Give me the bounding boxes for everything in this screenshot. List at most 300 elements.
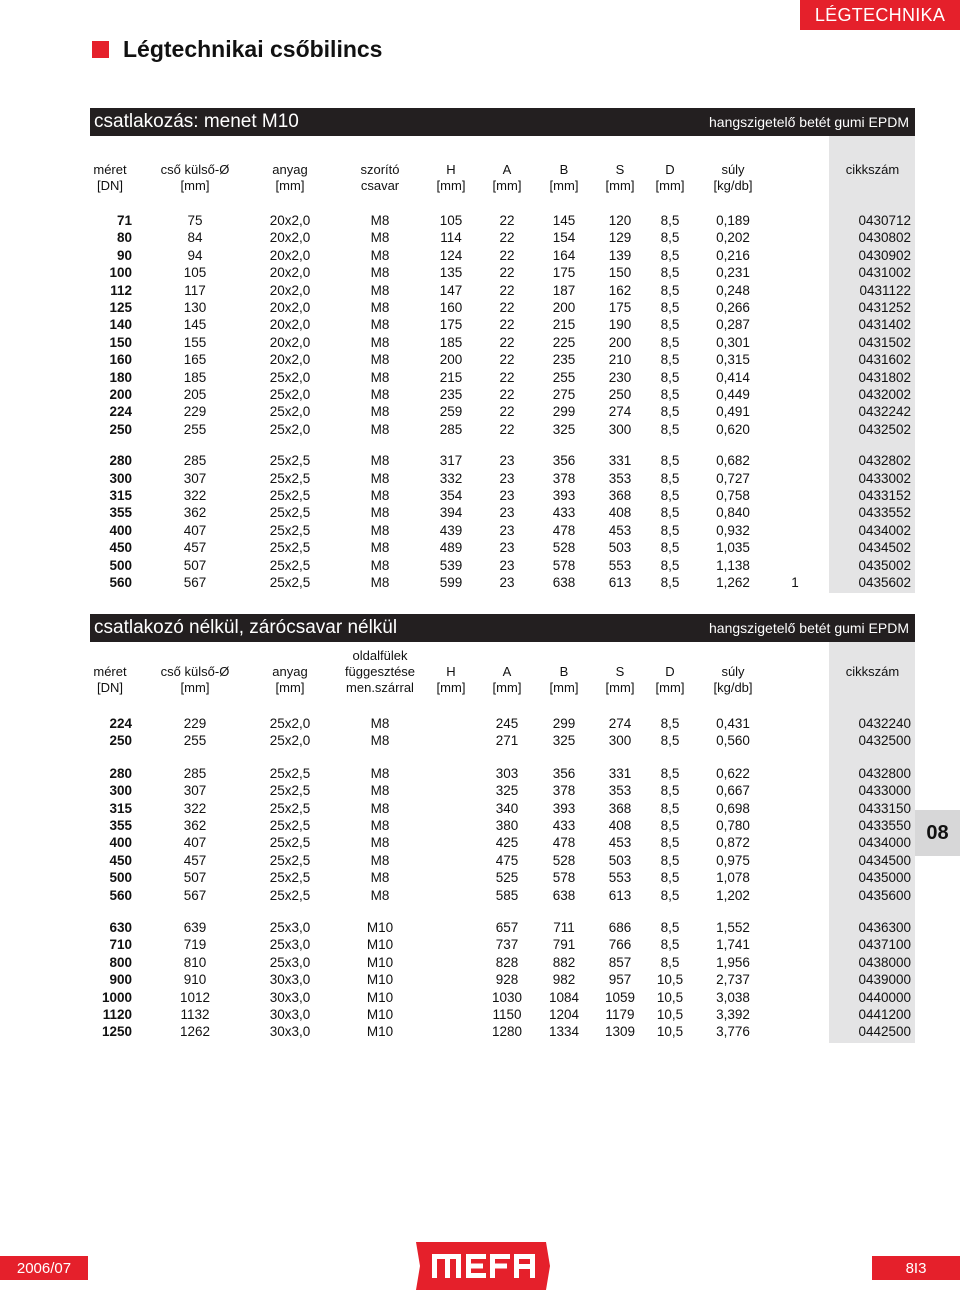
table-cell: 322: [183, 800, 207, 816]
table-row: [90, 282, 915, 300]
table-cell: 0,216: [716, 247, 750, 263]
table-cell: 0,758: [716, 488, 750, 503]
table-cell: 0,248: [716, 282, 750, 298]
table-cell: 300: [608, 421, 632, 437]
table-cell: 8,5: [660, 470, 680, 486]
table-cell: 25x2,5: [269, 540, 311, 556]
table-cell: 828: [495, 954, 519, 970]
table-cell: 353: [608, 470, 632, 486]
table-cell: 185: [183, 369, 207, 385]
table-cell: 259: [439, 404, 463, 420]
table-cell: 1084: [548, 989, 580, 1005]
table-cell: 630: [109, 920, 132, 935]
section1-header-col-7: [592, 162, 648, 194]
table-cell: 8,5: [660, 954, 680, 970]
table-cell: 489: [439, 540, 463, 556]
table-cell: 0,872: [716, 835, 750, 851]
table-cell: 354: [439, 488, 463, 503]
section1-header-col-0: [84, 162, 136, 194]
table-cell: 8,5: [660, 265, 680, 281]
page-title: Légtechnikai csőbilincs: [123, 36, 383, 62]
table-cell: 105: [439, 213, 463, 228]
section1-band: [90, 108, 915, 136]
section1-header-text: [mm]: [275, 178, 305, 193]
table-row: [90, 919, 915, 937]
table-cell: 362: [183, 505, 207, 521]
table-cell: 145: [552, 213, 576, 228]
section2-header-text: [mm]: [655, 680, 685, 695]
table-cell: 285: [183, 765, 207, 781]
table-cell: 8,5: [660, 937, 680, 953]
table-cell: 355: [109, 505, 132, 521]
table-cell: 30x3,0: [269, 972, 311, 988]
table-cell: 0437100: [858, 937, 911, 953]
table-cell: 150: [109, 334, 132, 350]
table-row: [90, 470, 915, 488]
table-cell: M8: [370, 387, 390, 402]
section2-table-header: [90, 648, 915, 700]
section1-header-col-8: [648, 162, 692, 194]
table-cell: 300: [109, 470, 132, 486]
table-cell: 22: [499, 265, 515, 281]
section1-header-text: H: [446, 162, 456, 177]
table-cell: M8: [370, 505, 390, 521]
table-cell: 0,414: [716, 369, 750, 385]
section2-band: [90, 614, 915, 642]
table-cell: 23: [499, 522, 515, 538]
table-row: [90, 954, 915, 972]
table-row: [90, 557, 915, 575]
section2-header-text: D: [665, 664, 675, 679]
table-cell: 315: [109, 488, 132, 503]
table-cell: 8,5: [660, 852, 680, 868]
table-cell: 353: [608, 783, 632, 799]
table-cell: 539: [439, 557, 463, 573]
table-row: [90, 869, 915, 887]
table-cell: 205: [183, 387, 207, 402]
section2-header-col-1: [152, 664, 238, 696]
table-cell: 910: [183, 972, 207, 988]
table-cell: 553: [608, 870, 632, 886]
table-cell: 185: [439, 334, 463, 350]
table-cell: 25x2,5: [269, 505, 311, 521]
table-cell: 8,5: [660, 835, 680, 851]
section1-header-text: [780, 162, 810, 178]
table-cell: 0433000: [858, 783, 911, 799]
table-cell: 0431802: [858, 369, 911, 385]
table-cell: 22: [499, 230, 515, 246]
table-cell: 25x2,5: [269, 765, 311, 781]
title-bullet-icon: [92, 41, 109, 58]
table-cell: 22: [499, 352, 515, 368]
table-cell: 325: [552, 421, 576, 437]
table-cell: 80: [116, 230, 132, 246]
table-cell: 10,5: [656, 972, 684, 988]
footer-page-number: 8I3: [872, 1256, 960, 1280]
section1-subtitle: hangszigetelő betét gumi EPDM: [709, 114, 909, 130]
table-cell: 500: [109, 870, 132, 886]
table-cell: 0,189: [716, 213, 750, 228]
table-cell: 560: [109, 887, 132, 903]
table-cell: 433: [552, 818, 576, 833]
table-cell: 1012: [179, 989, 211, 1005]
table-cell: 20x2,0: [269, 352, 311, 368]
table-cell: 200: [109, 387, 132, 402]
section2-header-text: [mm]: [605, 680, 635, 695]
table-cell: 439: [439, 522, 463, 538]
section2-header-col-3: [338, 648, 422, 696]
table-cell: M8: [370, 213, 390, 228]
table-cell: 0,622: [716, 765, 750, 781]
table-cell: 500: [109, 557, 132, 573]
table-cell: 30x3,0: [269, 1024, 311, 1040]
table-cell: 90: [116, 247, 132, 263]
table-cell: 8,5: [660, 575, 680, 590]
table-cell: 0431502: [858, 334, 911, 350]
table-cell: 255: [552, 369, 576, 385]
table-cell: 8,5: [660, 818, 680, 833]
table-cell: 20x2,0: [269, 265, 311, 281]
section1-header-col-3: [338, 162, 422, 194]
table-cell: M8: [370, 488, 390, 503]
table-cell: 84: [187, 230, 203, 246]
table-cell: 20x2,0: [269, 300, 311, 315]
table-cell: 0432802: [858, 453, 911, 469]
footer-date: 2006/07: [0, 1256, 88, 1280]
table-cell: 0432502: [858, 421, 911, 437]
table-cell: 453: [608, 835, 632, 851]
section2-header-col-4: [424, 664, 478, 696]
table-cell: 250: [109, 733, 132, 749]
section2-header-text: függesztése: [344, 664, 416, 679]
page-title-row: [92, 36, 382, 63]
section1-header-col-10: [780, 162, 810, 194]
table-cell: M8: [370, 247, 390, 263]
table-cell: 23: [499, 575, 515, 590]
table-cell: 475: [495, 852, 519, 868]
table-cell: 8,5: [660, 352, 680, 368]
section1-header-text: [mm]: [492, 178, 522, 193]
table-row: [90, 1023, 915, 1041]
table-row: [90, 887, 915, 905]
section1-header-text: [mm]: [605, 178, 635, 193]
table-cell: 380: [495, 818, 519, 833]
table-cell: 300: [109, 783, 132, 799]
table-cell: 567: [183, 575, 207, 590]
table-cell: 147: [439, 282, 463, 298]
table-cell: 0433152: [858, 488, 911, 503]
table-cell: M8: [370, 818, 390, 833]
table-cell: 0434500: [858, 852, 911, 868]
table-cell: 900: [109, 972, 132, 988]
section2-header-text: [mm]: [549, 680, 579, 695]
table-cell: 1030: [491, 989, 523, 1005]
table-cell: 255: [183, 733, 207, 749]
table-cell: 599: [439, 575, 463, 590]
table-cell: 22: [499, 421, 515, 437]
table-cell: 20x2,0: [269, 282, 311, 298]
table-cell: 130: [183, 300, 207, 315]
table-cell: 20x2,0: [269, 230, 311, 246]
table-cell: M10: [366, 972, 394, 988]
table-cell: M8: [370, 575, 390, 590]
table-cell: 299: [552, 716, 576, 731]
table-cell: 1,202: [716, 887, 750, 903]
table-cell: 25x2,5: [269, 887, 311, 903]
table-cell: 0,780: [716, 818, 750, 833]
section2-subtitle: hangszigetelő betét gumi EPDM: [709, 620, 909, 636]
table-cell: 478: [552, 835, 576, 851]
table-cell: 23: [499, 505, 515, 521]
table-cell: 340: [495, 800, 519, 816]
table-cell: 503: [608, 852, 632, 868]
table-cell: 8,5: [660, 716, 680, 731]
table-cell: 560: [109, 575, 132, 590]
table-cell: 1204: [548, 1007, 580, 1022]
table-cell: 25x2,0: [269, 387, 311, 402]
table-cell: 280: [109, 453, 132, 469]
chapter-tab: 08: [915, 810, 960, 856]
section2-header-text: [780, 664, 810, 680]
table-cell: 1,138: [716, 557, 750, 573]
table-cell: 180: [109, 369, 132, 385]
table-cell: 25x2,5: [269, 870, 311, 886]
table-cell: 1250: [101, 1024, 132, 1040]
table-cell: 307: [183, 470, 207, 486]
table-cell: 567: [183, 887, 207, 903]
table-cell: 25x2,0: [269, 733, 311, 749]
table-cell: 0438000: [858, 954, 911, 970]
table-cell: 0,301: [716, 334, 750, 350]
table-cell: 578: [552, 870, 576, 886]
table-cell: 120: [608, 213, 632, 228]
table-cell: 0,975: [716, 852, 750, 868]
table-cell: 433: [552, 505, 576, 521]
table-cell: 0431602: [858, 352, 911, 368]
table-cell: 0440000: [858, 989, 911, 1005]
table-cell: 22: [499, 387, 515, 402]
section2-header-col-7: [592, 664, 648, 696]
table-cell: 25x2,5: [269, 557, 311, 573]
table-cell: 0431002: [858, 265, 911, 281]
section2-header-text: súly: [721, 664, 745, 679]
table-cell: 150: [608, 265, 632, 281]
table-cell: 882: [552, 954, 576, 970]
table-cell: 25x2,5: [269, 818, 311, 833]
table-cell: 1150: [492, 1007, 522, 1022]
table-cell: 75: [187, 213, 203, 228]
table-cell: 8,5: [660, 282, 680, 298]
table-row: [90, 299, 915, 317]
table-cell: 117: [184, 282, 206, 298]
table-cell: 8,5: [660, 765, 680, 781]
table-cell: 368: [608, 488, 632, 503]
table-cell: M10: [366, 1024, 394, 1040]
table-cell: 274: [608, 716, 632, 731]
table-cell: 0433150: [858, 800, 911, 816]
table-row: [90, 817, 915, 835]
section1-header-text: [830, 178, 915, 194]
table-cell: 105: [183, 265, 207, 281]
table-cell: 322: [183, 488, 207, 503]
table-cell: 0435002: [858, 557, 911, 573]
table-cell: 8,5: [660, 300, 680, 315]
table-cell: 154: [552, 230, 576, 246]
table-cell: 25x2,0: [269, 369, 311, 385]
table-cell: M8: [370, 765, 390, 781]
table-cell: 8,5: [660, 540, 680, 556]
table-cell: 686: [608, 920, 632, 935]
table-cell: 8,5: [660, 453, 680, 469]
table-cell: 1132: [180, 1007, 210, 1022]
table-row: [90, 421, 915, 439]
table-cell: 639: [183, 920, 207, 935]
table-cell: 175: [552, 265, 576, 281]
section1-title: csatlakozás: menet M10: [94, 111, 299, 132]
table-cell: 0433002: [858, 470, 911, 486]
section2-header-text: [DN]: [97, 680, 123, 695]
table-cell: 25x3,0: [269, 920, 311, 935]
table-cell: 114: [440, 230, 462, 246]
table-cell: M10: [366, 989, 394, 1005]
table-cell: 3,776: [716, 1024, 750, 1040]
table-cell: 355: [109, 818, 132, 833]
table-cell: 8,5: [660, 387, 680, 402]
table-row: [90, 539, 915, 557]
table-cell: 22: [499, 404, 515, 420]
table-cell: 25x2,5: [269, 470, 311, 486]
section2-header-col-0: [84, 664, 136, 696]
table-cell: 1059: [604, 989, 636, 1005]
table-cell: 0432240: [858, 716, 911, 731]
table-cell: 164: [552, 247, 576, 263]
table-cell: 0,620: [716, 421, 750, 437]
table-cell: 10,5: [656, 1024, 684, 1040]
table-cell: 23: [499, 453, 515, 469]
table-cell: 0439000: [858, 972, 911, 988]
table-cell: 0,287: [716, 317, 750, 333]
table-cell: 255: [183, 421, 207, 437]
table-cell: 766: [608, 937, 632, 953]
table-cell: 0436300: [858, 920, 911, 935]
section1-table: [90, 212, 915, 592]
table-cell: 0435000: [858, 870, 911, 886]
table-cell: 224: [109, 404, 132, 420]
table-cell: 139: [608, 247, 632, 263]
table-cell: M8: [370, 783, 390, 799]
section1-header-col-9: [696, 162, 770, 194]
table-cell: 275: [552, 387, 576, 402]
table-cell: 719: [183, 937, 207, 953]
table-cell: 25x2,5: [269, 453, 311, 469]
table-cell: 0432242: [858, 404, 911, 420]
section1-header-text: B: [559, 162, 569, 177]
table-cell: 10,5: [656, 1007, 684, 1022]
table-cell: 356: [552, 765, 576, 781]
table-cell: 1,956: [716, 954, 750, 970]
table-cell: 229: [183, 716, 207, 731]
table-cell: 190: [608, 317, 632, 333]
table-cell: M8: [370, 800, 390, 816]
table-cell: 378: [552, 783, 576, 799]
table-cell: 25x3,0: [269, 937, 311, 953]
section2-header-text: cikkszám: [845, 664, 900, 679]
table-row: [90, 369, 915, 387]
section2-header-col-8: [648, 664, 692, 696]
mefa-logo: [410, 1240, 552, 1292]
table-cell: 0432500: [858, 733, 911, 749]
section2-header-text: [mm]: [275, 680, 305, 695]
table-cell: 0,698: [716, 800, 750, 816]
table-cell: 8,5: [660, 522, 680, 538]
section2-header-col-11: [830, 664, 915, 696]
table-cell: 125: [109, 300, 132, 315]
table-cell: 928: [495, 972, 519, 988]
table-cell: 71: [116, 213, 132, 228]
section2-header-text: [780, 680, 810, 696]
table-cell: 1179: [605, 1007, 635, 1022]
table-cell: 274: [608, 404, 632, 420]
table-cell: 425: [495, 835, 519, 851]
table-cell: 800: [109, 954, 132, 970]
table-row: [90, 504, 915, 522]
table-cell: 229: [183, 404, 207, 420]
table-cell: 124: [439, 247, 463, 263]
table-cell: 175: [439, 317, 463, 333]
table-cell: 22: [499, 317, 515, 333]
table-cell: M10: [366, 920, 394, 935]
table-cell: 22: [499, 334, 515, 350]
table-cell: 250: [109, 421, 132, 437]
table-cell: M10: [366, 937, 394, 953]
table-cell: 0430802: [858, 230, 911, 246]
table-cell: 30x3,0: [269, 1007, 311, 1022]
section2-header-text: [mm]: [492, 680, 522, 695]
table-row: [90, 264, 915, 282]
table-cell: 25x2,5: [269, 575, 311, 590]
table-cell: 457: [183, 540, 207, 556]
table-row: [90, 247, 915, 265]
table-cell: 0,932: [716, 522, 750, 538]
table-row: [90, 971, 915, 989]
table-cell: 3,038: [716, 989, 750, 1005]
table-cell: 638: [552, 887, 576, 903]
table-cell: 129: [608, 230, 632, 246]
table-cell: 200: [439, 352, 463, 368]
table-cell: 0433552: [858, 505, 911, 521]
table-cell: 10,5: [656, 989, 684, 1005]
section1-header-col-6: [536, 162, 592, 194]
table-row: [90, 765, 915, 783]
section2-header-text: H: [446, 664, 456, 679]
table-row: [90, 834, 915, 852]
table-cell: 23: [499, 540, 515, 556]
table-row: [90, 574, 915, 592]
table-cell: 8,5: [660, 488, 680, 503]
section1-header-col-2: [255, 162, 325, 194]
section2-table: [90, 715, 915, 1045]
table-cell: 457: [183, 852, 207, 868]
section2-header-text: [830, 680, 915, 696]
table-cell: 1: [791, 575, 799, 590]
section2-header-text: [mm]: [436, 680, 466, 695]
table-cell: 408: [608, 818, 632, 833]
table-cell: 0,266: [716, 300, 750, 315]
table-cell: 0432002: [858, 387, 911, 402]
table-cell: 503: [608, 540, 632, 556]
table-cell: M8: [370, 265, 390, 281]
table-cell: 1262: [179, 1024, 211, 1040]
